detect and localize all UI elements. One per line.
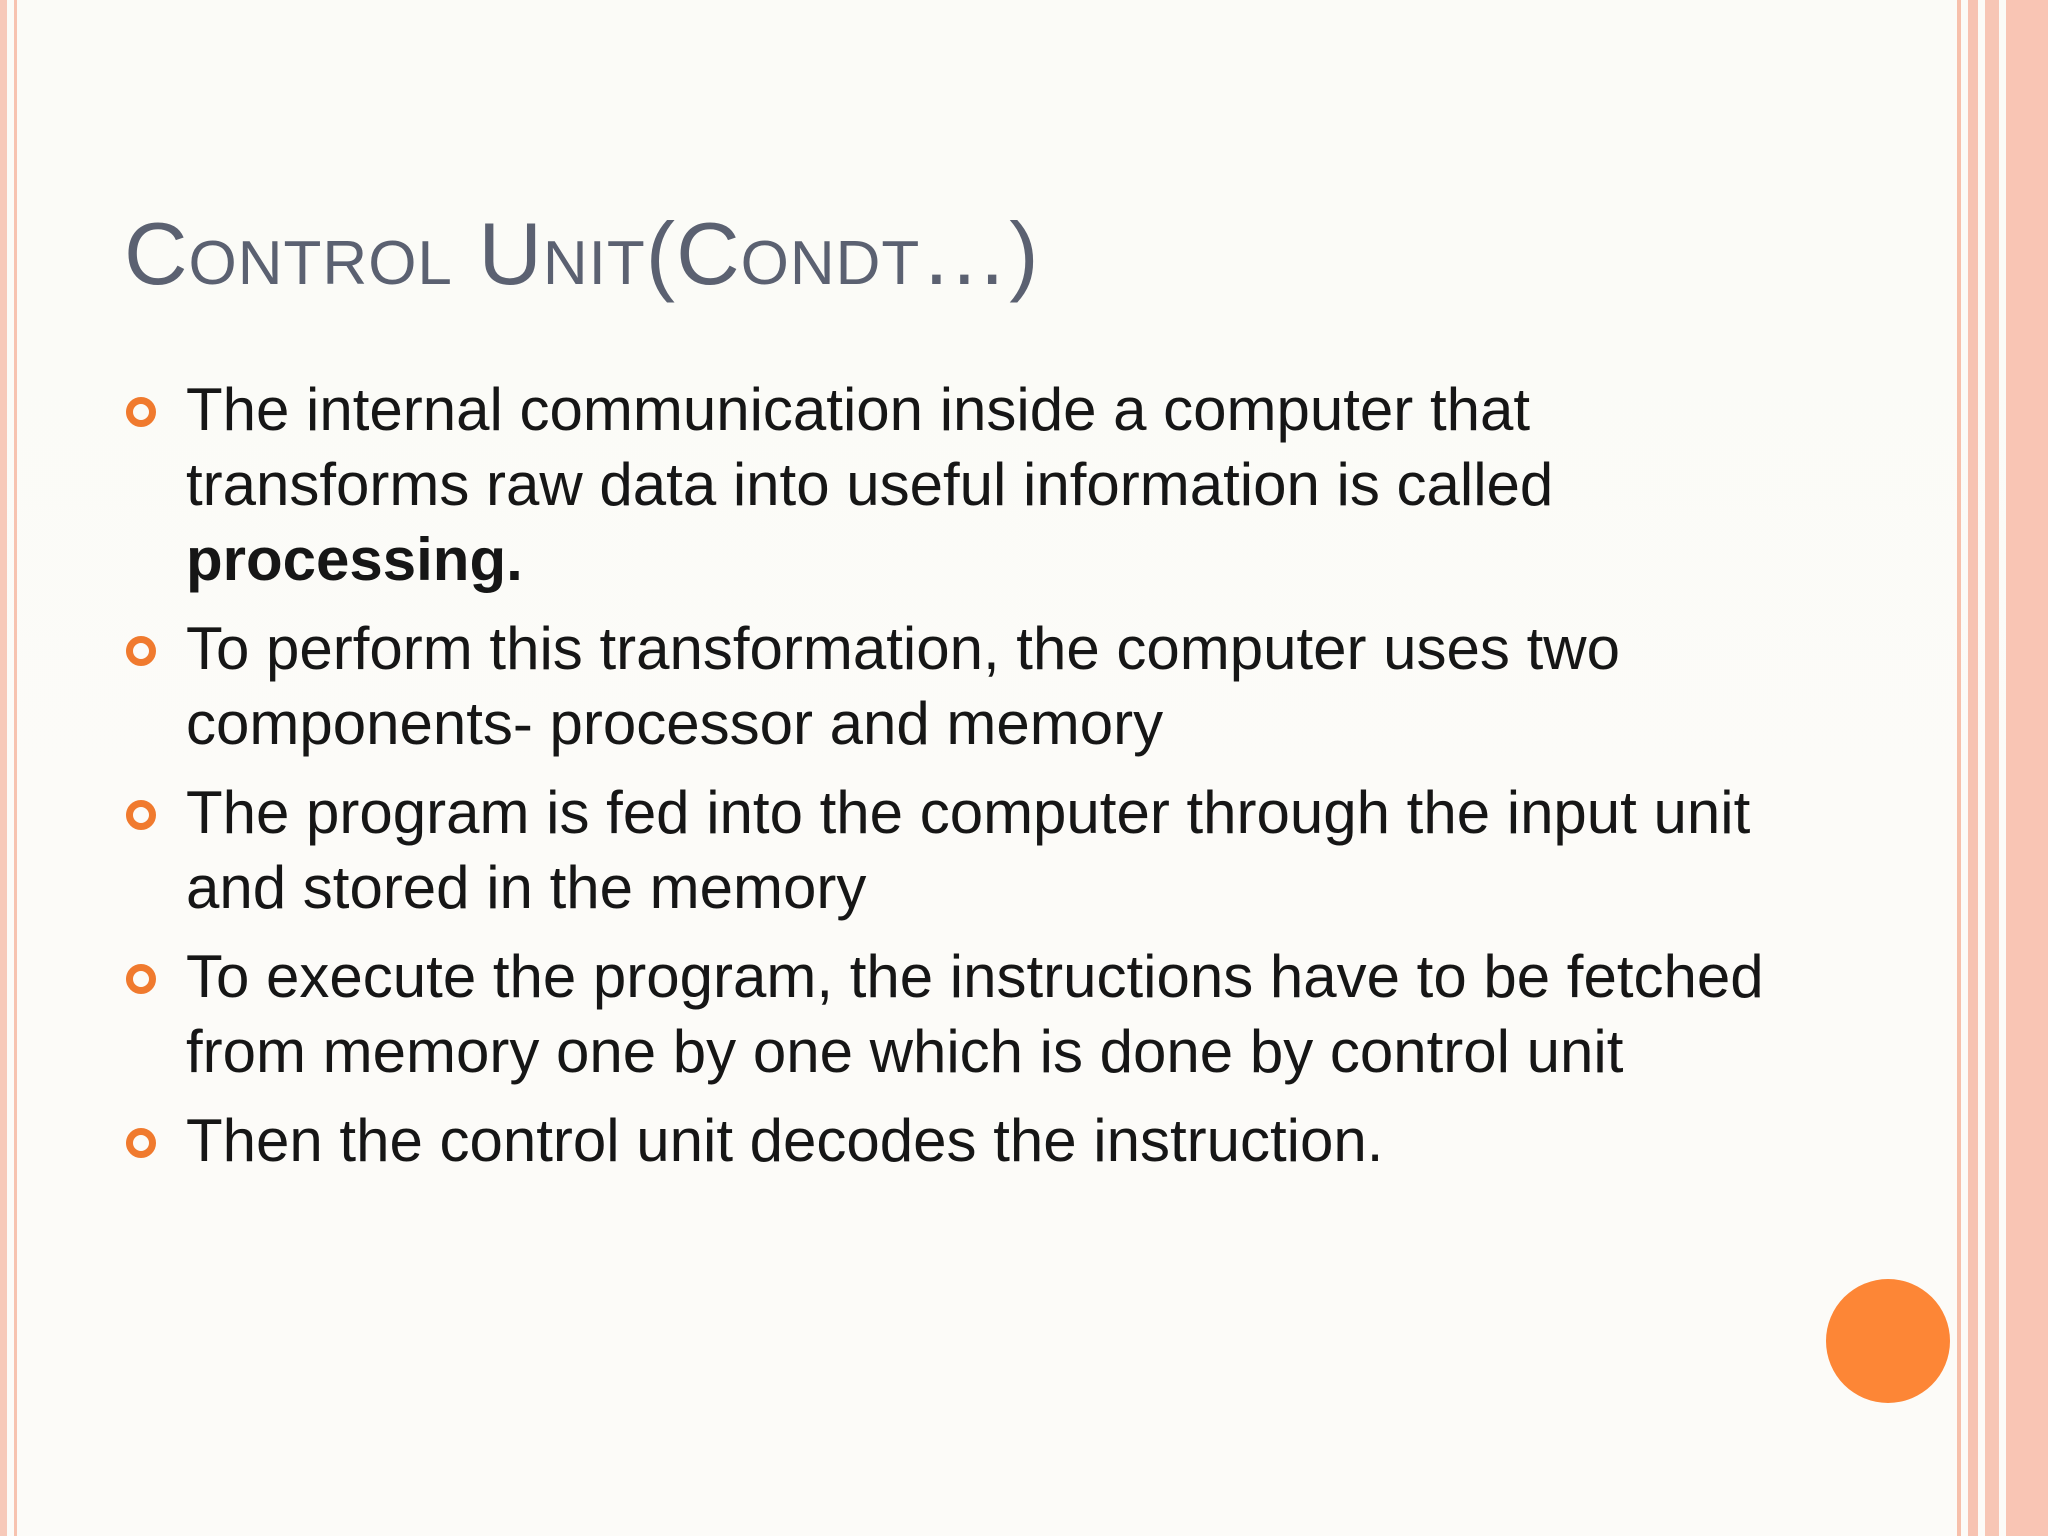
right-border-stripe [1985, 0, 1999, 1536]
slide-title: Control Unit(Condt…) [124, 204, 1040, 303]
orange-circle-decoration-icon [1826, 1279, 1950, 1403]
circle-bullet-icon [126, 397, 156, 427]
left-border-stripe [0, 0, 7, 1536]
bullet-text: The program is fed into the computer through the input unit and stored in the memory [186, 779, 1751, 921]
bullet-item [124, 939, 1764, 1089]
bullet-text: The internal communication inside a computer that transforms raw data into useful information is called [186, 376, 1554, 518]
bullet-item [124, 775, 1764, 925]
bullet-text: To perform this transformation, the computer uses two components- processor and memory [186, 615, 1620, 757]
circle-bullet-icon [126, 636, 156, 666]
circle-bullet-icon [126, 1128, 156, 1158]
right-border-stripe-wide [2006, 0, 2048, 1536]
bullet-item [124, 611, 1764, 761]
bullet-text: Then the control unit decodes the instruction. [186, 1107, 1384, 1174]
right-border-stripe-thin [1957, 0, 1961, 1536]
bullet-text: To execute the program, the instructions have to be fetched from memory one by one which is done by control unit [186, 943, 1764, 1085]
circle-bullet-icon [126, 800, 156, 830]
bullet-list [124, 372, 1764, 1192]
bullet-item [124, 1103, 1764, 1178]
left-border-stripe-thin [14, 0, 17, 1536]
right-border-stripe [1968, 0, 1978, 1536]
bullet-item [124, 372, 1764, 597]
circle-bullet-icon [126, 964, 156, 994]
bullet-bold-text: processing. [186, 526, 523, 593]
